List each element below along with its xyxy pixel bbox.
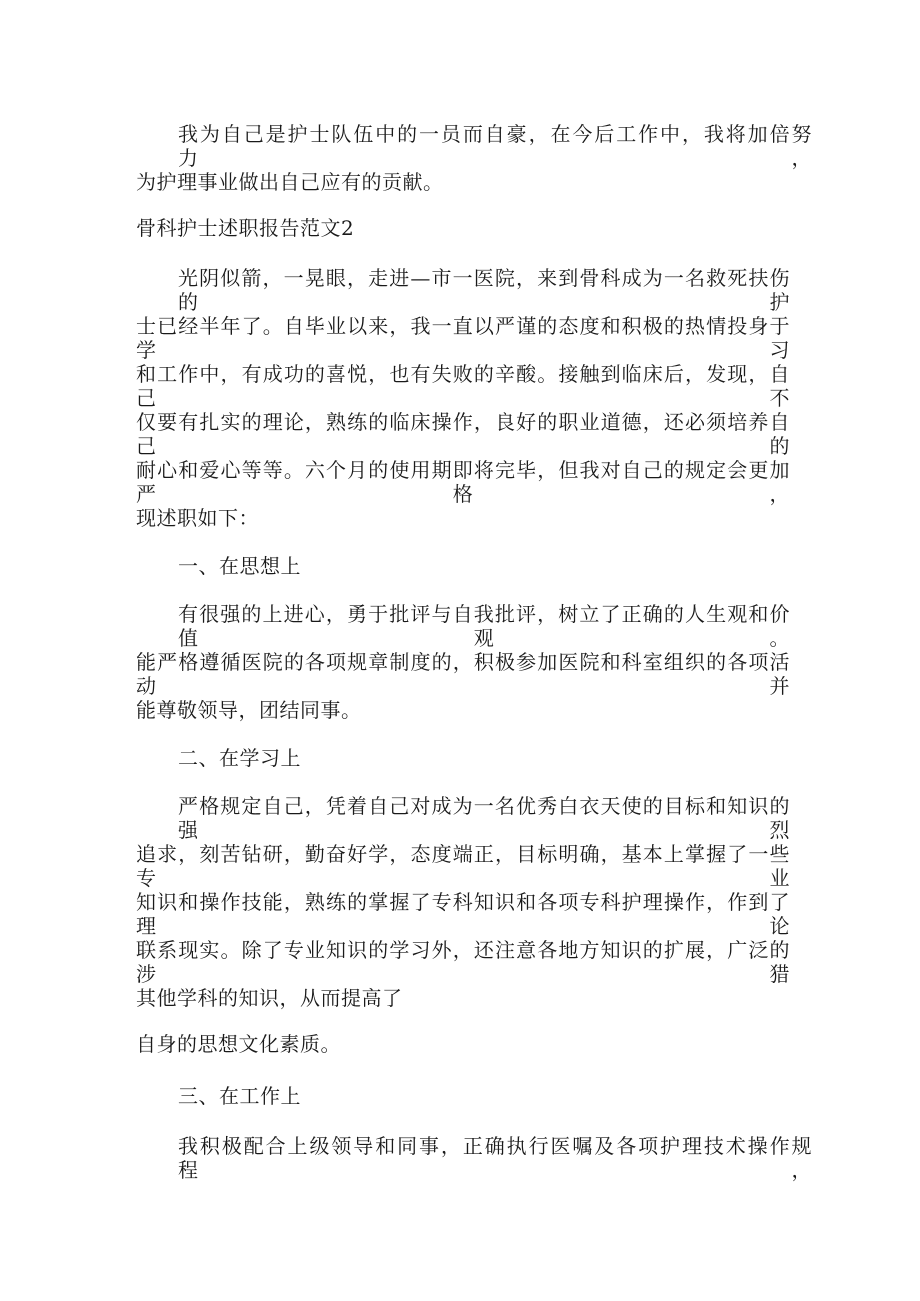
paragraph-line: 我积极配合上级领导和同事，正确执行医嘱及各项护理技术操作规程， (178, 1134, 812, 1182)
paragraph-line: 能严格遵循医院的各项规章制度的，积极参加医院和科室组织的各项活动并 (136, 650, 790, 698)
paragraph-line: 联系现实。除了专业知识的学习外，还注意各地方知识的扩展，广泛的涉猎 (136, 938, 790, 986)
paragraph-line: 和工作中，有成功的喜悦，也有失败的辛酸。接触到临床后，发现，自己不 (136, 362, 790, 410)
paragraph-line: 现述职如下： (136, 506, 259, 530)
paragraph-line: 严格规定自己，凭着自己对成为一名优秀白衣天使的目标和知识的强烈 (178, 794, 790, 842)
section-heading: 一、在思想上 (178, 554, 301, 578)
paragraph-line: 耐心和爱心等等。六个月的使用期即将完毕，但我对自己的规定会更加严格， (136, 458, 790, 506)
paragraph-line: 有很强的上进心，勇于批评与自我批评，树立了正确的人生观和价值观。 (178, 602, 790, 650)
paragraph-line: 其他学科的知识，从而提高了 (136, 986, 403, 1010)
paragraph-line: 光阴似箭，一晃眼，走进—市一医院，来到骨科成为一名救死扶伤的护 (178, 266, 790, 314)
paragraph-line: 自身的思想文化素质。 (136, 1032, 341, 1056)
section-heading: 三、在工作上 (178, 1084, 301, 1108)
paragraph-line: 为护理事业做出自己应有的贡献。 (136, 170, 444, 194)
section-title: 骨科护士述职报告范文2 (136, 216, 355, 240)
paragraph-line: 能尊敬领导，团结同事。 (136, 698, 362, 722)
paragraph-line: 仅要有扎实的理论，熟练的临床操作，良好的职业道德，还必须培养自己的 (136, 410, 790, 458)
paragraph-line: 追求，刻苦钻研，勤奋好学，态度端正，目标明确，基本上掌握了一些专业 (136, 842, 790, 890)
paragraph-line: 士已经半年了。自毕业以来，我一直以严谨的态度和积极的热情投身于学习 (136, 314, 790, 362)
paragraph-line: 知识和操作技能，熟练的掌握了专科知识和各项专科护理操作，作到了理论 (136, 890, 790, 938)
section-heading: 二、在学习上 (178, 746, 301, 770)
paragraph-line: 我为自己是护士队伍中的一员而自豪，在今后工作中，我将加倍努力， (178, 122, 812, 170)
